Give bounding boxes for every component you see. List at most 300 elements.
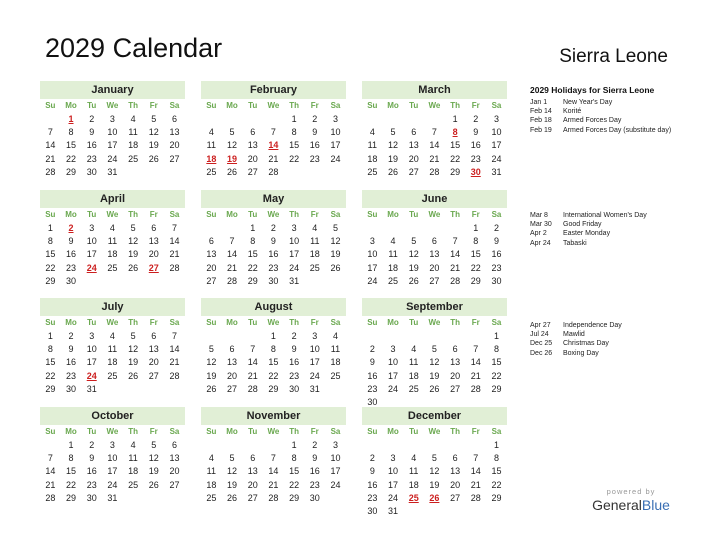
day-cell: 25 [330, 370, 341, 381]
holiday-group [530, 321, 710, 358]
day-cell: 31 [107, 492, 118, 503]
weekday-label: Tu [409, 210, 419, 219]
day-cell: 9 [369, 466, 375, 477]
holiday-item [530, 349, 710, 358]
day-cell: 7 [473, 344, 479, 355]
day-cell: 21 [227, 262, 238, 273]
day-cell: 17 [86, 357, 97, 368]
weekday-label: Su [367, 318, 378, 327]
day-cell: 4 [130, 114, 136, 124]
day-cell: 6 [151, 331, 157, 341]
day-cell: 1 [493, 331, 499, 341]
day-cell: 8 [270, 344, 276, 355]
empty-day [362, 439, 383, 452]
weekday-label: Fr [149, 427, 158, 436]
empty-day [201, 330, 222, 343]
weekday-label: Th [289, 101, 299, 110]
weekday-label: Mo [226, 101, 238, 110]
holiday-day: 25 [408, 492, 419, 503]
weekday-label: Fr [310, 101, 319, 110]
holiday-date: Dec 26 [530, 349, 553, 357]
day-cell: 11 [107, 236, 118, 247]
empty-day [403, 439, 424, 452]
day-cell: 16 [491, 249, 502, 260]
weekday-label: Th [128, 427, 138, 436]
day-cell: 14 [169, 344, 180, 355]
empty-day [445, 222, 466, 235]
day-cell: 11 [330, 344, 341, 355]
day-cell: 28 [45, 166, 56, 177]
day-cell: 5 [130, 331, 136, 341]
empty-day [424, 222, 445, 235]
day-cell: 18 [128, 466, 139, 477]
day-cell: 31 [491, 166, 502, 177]
day-cell: 23 [309, 479, 320, 490]
day-cell: 20 [206, 262, 217, 273]
day-cell: 14 [247, 357, 258, 368]
month-august [201, 298, 346, 396]
day-cell: 11 [206, 466, 217, 477]
day-cell: 12 [148, 453, 159, 464]
day-cell: 25 [128, 479, 139, 490]
day-cell: 7 [270, 453, 276, 464]
day-cell: 6 [452, 344, 458, 355]
holiday-date: Mar 30 [530, 221, 552, 229]
brand-logo[interactable] [589, 487, 673, 513]
weekday-label: Sa [169, 427, 180, 436]
weekday-label: Mo [65, 210, 77, 219]
day-cell: 13 [450, 466, 461, 477]
day-cell: 23 [66, 370, 77, 381]
day-cell: 5 [411, 236, 417, 247]
day-cell: 29 [491, 383, 502, 394]
day-cell: 23 [367, 383, 378, 394]
month-name: June [362, 190, 507, 208]
day-cell: 11 [128, 127, 138, 138]
empty-day [424, 113, 445, 126]
day-cell: 7 [452, 236, 458, 247]
day-cell: 29 [66, 492, 77, 503]
day-cell: 9 [312, 453, 318, 464]
day-cell: 16 [309, 466, 320, 477]
holiday-name: Armed Forces Day (substitute day) [563, 126, 672, 134]
holiday-day: 24 [86, 370, 97, 381]
day-cell: 2 [493, 223, 499, 233]
day-cell: 9 [291, 344, 297, 355]
day-cell: 10 [86, 344, 97, 355]
weekday-label: Th [450, 210, 460, 219]
day-cell: 12 [429, 466, 440, 477]
day-cell: 3 [493, 114, 499, 124]
month-november [201, 407, 346, 505]
empty-day [222, 113, 243, 126]
day-cell: 27 [206, 275, 217, 286]
holiday-name: Independence Day [563, 322, 622, 329]
day-cell: 3 [291, 223, 297, 233]
weekday-label: Mo [65, 318, 77, 327]
day-cell: 1 [270, 331, 276, 341]
day-cell: 22 [470, 262, 481, 273]
day-cell: 20 [227, 370, 238, 381]
day-cell: 17 [309, 357, 320, 368]
day-cell: 31 [107, 166, 118, 177]
day-cell: 23 [367, 492, 378, 503]
weekday-label: Fr [149, 210, 158, 219]
weekday-label: Su [367, 427, 378, 436]
weekday-label: Sa [491, 210, 502, 219]
day-cell: 2 [270, 223, 276, 233]
day-cell: 6 [411, 127, 417, 138]
day-cell: 10 [491, 127, 502, 138]
holiday-date: Feb 14 [530, 108, 552, 116]
weekday-label: Sa [169, 318, 180, 327]
holiday-date: Feb 18 [530, 117, 552, 125]
weekday-label: Th [450, 427, 460, 436]
weekday-label: Su [45, 427, 56, 436]
day-cell: 29 [450, 166, 461, 177]
day-cell: 3 [390, 344, 396, 355]
weekday-label: Th [128, 318, 138, 327]
day-cell: 16 [289, 357, 300, 368]
empty-day [445, 330, 466, 343]
day-cell: 3 [109, 114, 115, 124]
day-cell: 30 [66, 383, 77, 394]
empty-day [403, 222, 424, 235]
empty-day [403, 113, 424, 126]
holiday-day: 1 [68, 114, 74, 124]
month-june [362, 190, 507, 288]
holiday-item [530, 98, 710, 107]
day-cell: 5 [332, 223, 338, 233]
day-cell: 7 [171, 223, 177, 233]
day-cell: 20 [247, 479, 258, 490]
holiday-item [530, 211, 710, 220]
month-march [362, 81, 507, 179]
weekday-label: Fr [310, 318, 319, 327]
day-cell: 26 [408, 275, 419, 286]
day-cell: 23 [66, 262, 77, 273]
day-cell: 30 [86, 166, 97, 177]
day-cell: 17 [330, 466, 341, 477]
day-cell: 2 [473, 114, 479, 124]
holiday-date: Dec 25 [530, 340, 553, 348]
month-name: March [362, 81, 507, 99]
day-cell: 23 [86, 153, 97, 164]
day-cell: 18 [367, 153, 378, 164]
day-cell: 5 [229, 453, 235, 464]
day-cell: 20 [408, 153, 419, 164]
day-cell: 21 [429, 153, 440, 164]
day-cell: 19 [206, 370, 217, 381]
day-cell: 28 [470, 492, 481, 503]
weekday-label: Mo [387, 210, 399, 219]
day-cell: 28 [470, 383, 481, 394]
day-cell: 28 [227, 275, 238, 286]
day-cell: 6 [229, 344, 235, 355]
day-cell: 15 [289, 466, 300, 477]
day-cell: 24 [289, 262, 300, 273]
weekday-label: Th [289, 427, 299, 436]
day-cell: 1 [493, 440, 499, 450]
day-cell: 19 [429, 479, 440, 490]
empty-day [201, 113, 222, 126]
empty-day [222, 439, 243, 452]
day-cell: 24 [330, 479, 341, 490]
day-cell: 24 [367, 275, 378, 286]
day-cell: 2 [89, 114, 95, 124]
weekday-label: Tu [248, 427, 258, 436]
day-cell: 13 [206, 249, 217, 260]
day-cell: 30 [309, 492, 320, 503]
day-cell: 26 [148, 153, 159, 164]
weekday-label: Fr [471, 210, 480, 219]
day-cell: 10 [86, 236, 97, 247]
day-cell: 12 [227, 140, 238, 151]
weekday-label: Tu [248, 318, 258, 327]
day-cell: 8 [473, 236, 479, 247]
holiday-date: Jul 24 [530, 331, 549, 339]
day-cell: 25 [206, 166, 217, 177]
day-cell: 7 [250, 344, 256, 355]
weekday-label: Mo [387, 427, 399, 436]
day-cell: 1 [473, 223, 479, 233]
weekday-label: We [267, 427, 280, 436]
day-cell: 14 [470, 357, 481, 368]
holiday-item [530, 107, 710, 116]
day-cell: 18 [330, 357, 341, 368]
weekday-label: Th [128, 210, 138, 219]
weekday-label: Th [450, 318, 460, 327]
empty-day [242, 439, 263, 452]
day-cell: 19 [388, 153, 399, 164]
day-cell: 14 [470, 466, 481, 477]
day-cell: 23 [268, 262, 279, 273]
day-cell: 23 [309, 153, 320, 164]
day-cell: 16 [367, 370, 378, 381]
weekday-label: We [428, 427, 441, 436]
weekday-label: Mo [65, 101, 77, 110]
month-january [40, 81, 185, 179]
day-cell: 20 [148, 249, 159, 260]
weekday-label: We [267, 210, 280, 219]
weekday-label: Th [128, 101, 138, 110]
day-cell: 2 [369, 344, 375, 355]
weekday-label: We [267, 318, 280, 327]
day-cell: 22 [268, 370, 279, 381]
day-cell: 23 [86, 479, 97, 490]
day-cell: 16 [86, 466, 97, 477]
day-cell: 2 [89, 440, 95, 450]
day-cell: 30 [289, 383, 300, 394]
day-cell: 8 [493, 453, 499, 464]
day-cell: 2 [312, 440, 318, 450]
weekday-label: We [106, 101, 119, 110]
day-cell: 27 [247, 492, 258, 503]
weekday-label: Mo [65, 427, 77, 436]
day-cell: 29 [247, 275, 258, 286]
day-cell: 4 [411, 453, 417, 464]
day-cell: 22 [491, 370, 502, 381]
empty-day [383, 439, 404, 452]
day-cell: 6 [151, 223, 157, 233]
day-cell: 15 [247, 249, 258, 260]
day-cell: 13 [227, 357, 238, 368]
day-cell: 23 [470, 153, 481, 164]
day-cell: 10 [107, 453, 118, 464]
month-name: February [201, 81, 346, 99]
day-cell: 31 [86, 383, 97, 394]
day-cell: 30 [367, 505, 378, 516]
day-cell: 11 [409, 357, 419, 368]
day-cell: 10 [367, 249, 378, 260]
day-cell: 1 [291, 440, 297, 450]
day-cell: 4 [109, 223, 115, 233]
day-cell: 27 [148, 370, 159, 381]
day-cell: 6 [431, 236, 437, 247]
weekday-label: Tu [409, 318, 419, 327]
day-cell: 16 [66, 249, 77, 260]
month-september [362, 298, 507, 409]
weekday-label: Tu [87, 318, 97, 327]
holiday-name: Korité [563, 108, 582, 116]
weekday-label: Su [206, 318, 217, 327]
holiday-name: Boxing Day [563, 349, 599, 357]
empty-day [445, 439, 466, 452]
day-cell: 24 [388, 492, 399, 503]
day-cell: 26 [128, 262, 139, 273]
day-cell: 24 [107, 479, 118, 490]
day-cell: 12 [206, 357, 217, 368]
day-cell: 8 [291, 453, 297, 464]
country-name: Sierra Leone [559, 46, 668, 67]
day-cell: 25 [128, 153, 139, 164]
day-cell: 5 [431, 453, 437, 464]
day-cell: 7 [431, 127, 437, 138]
day-cell: 20 [450, 370, 461, 381]
day-cell: 17 [367, 262, 378, 273]
day-cell: 28 [268, 166, 279, 177]
day-cell: 3 [89, 331, 95, 341]
day-cell: 1 [47, 331, 53, 341]
day-cell: 29 [66, 166, 77, 177]
day-cell: 2 [312, 114, 318, 124]
holiday-item [530, 339, 710, 348]
day-cell: 5 [208, 344, 214, 355]
day-cell: 21 [45, 153, 56, 164]
day-cell: 15 [450, 140, 461, 151]
weekday-label: Su [206, 210, 217, 219]
day-cell: 17 [107, 140, 118, 151]
day-cell: 16 [470, 140, 481, 151]
day-cell: 4 [369, 127, 375, 138]
day-cell: 15 [66, 466, 77, 477]
day-cell: 27 [450, 383, 461, 394]
weekday-label: We [106, 318, 119, 327]
day-cell: 29 [45, 383, 56, 394]
weekday-label: We [267, 101, 280, 110]
day-cell: 28 [268, 492, 279, 503]
day-cell: 9 [493, 236, 499, 247]
weekday-label: Sa [491, 427, 502, 436]
day-cell: 22 [450, 153, 461, 164]
day-cell: 26 [388, 166, 399, 177]
day-cell: 7 [229, 236, 235, 247]
day-cell: 6 [208, 236, 214, 247]
day-cell: 12 [128, 236, 139, 247]
day-cell: 8 [250, 236, 256, 247]
empty-day [40, 113, 61, 126]
month-february [201, 81, 346, 179]
day-cell: 15 [491, 357, 502, 368]
day-cell: 12 [128, 344, 139, 355]
day-cell: 26 [227, 166, 238, 177]
holiday-name: New Year's Day [563, 99, 613, 106]
day-cell: 29 [45, 275, 56, 286]
empty-day [424, 439, 445, 452]
holiday-day: 19 [227, 153, 238, 164]
day-cell: 17 [491, 140, 502, 151]
empty-day [263, 113, 284, 126]
holiday-name: Good Friday [563, 221, 602, 229]
day-cell: 1 [250, 223, 256, 233]
day-cell: 19 [148, 140, 159, 151]
day-cell: 30 [491, 275, 502, 286]
month-name: January [40, 81, 185, 99]
brand-name-general: General [592, 497, 642, 513]
empty-day [383, 330, 404, 343]
day-cell: 4 [130, 440, 136, 450]
day-cell: 15 [66, 140, 77, 151]
holiday-day: 14 [268, 140, 279, 151]
day-cell: 2 [369, 453, 375, 464]
holiday-item [530, 220, 710, 229]
day-cell: 8 [47, 344, 53, 355]
weekday-label: Sa [169, 101, 180, 110]
day-cell: 11 [367, 140, 378, 151]
day-cell: 21 [247, 370, 258, 381]
day-cell: 3 [369, 236, 375, 247]
day-cell: 5 [151, 440, 157, 450]
day-cell: 7 [171, 331, 177, 341]
day-cell: 15 [268, 357, 279, 368]
weekday-label: Tu [87, 210, 97, 219]
day-cell: 24 [491, 153, 502, 164]
holiday-group [530, 98, 710, 135]
month-april [40, 190, 185, 288]
day-cell: 13 [450, 357, 461, 368]
day-cell: 13 [429, 249, 440, 260]
day-cell: 29 [289, 492, 300, 503]
day-cell: 26 [148, 479, 159, 490]
day-cell: 21 [470, 479, 481, 490]
day-cell: 13 [247, 140, 258, 151]
day-cell: 21 [268, 479, 279, 490]
powered-by-text: powered by [606, 487, 656, 496]
brand-name-blue: Blue [641, 497, 670, 513]
day-cell: 16 [367, 479, 378, 490]
holiday-date: Mar 8 [530, 212, 548, 219]
day-cell: 20 [169, 140, 180, 151]
day-cell: 31 [388, 505, 399, 516]
day-cell: 25 [206, 492, 217, 503]
day-cell: 18 [128, 140, 139, 151]
day-cell: 22 [491, 479, 502, 490]
weekday-label: Su [367, 210, 378, 219]
day-cell: 9 [270, 236, 276, 247]
empty-day [201, 222, 222, 235]
day-cell: 12 [429, 357, 440, 368]
day-cell: 18 [408, 370, 419, 381]
